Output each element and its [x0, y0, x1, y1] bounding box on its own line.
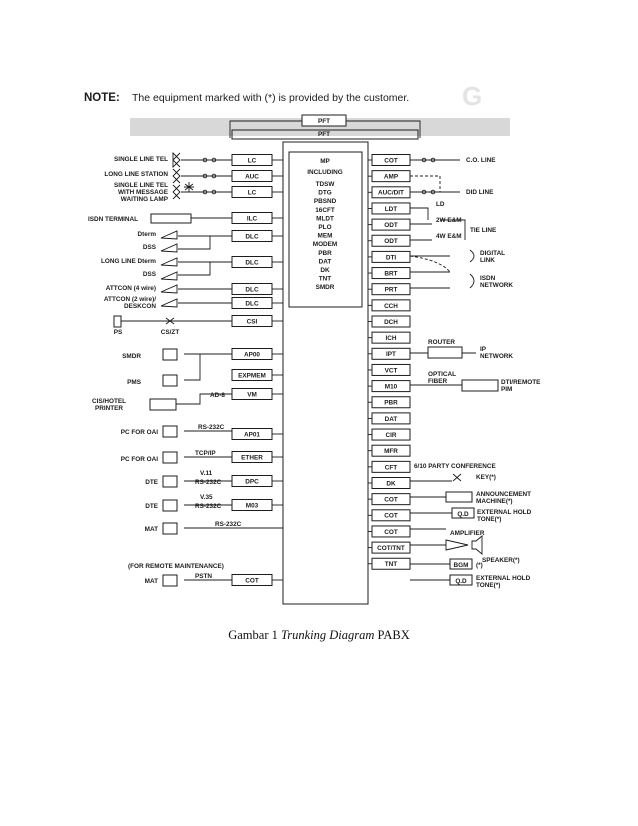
key-switch-icon	[453, 474, 461, 481]
left-card-label: ETHER	[241, 454, 263, 462]
right-card-label: COT	[384, 496, 398, 504]
monitor-icon	[163, 452, 177, 463]
key-label: KEY(*)	[476, 474, 496, 481]
left-card-label: DLC	[245, 300, 259, 308]
digital-link-label-2: LINK	[480, 257, 495, 264]
mp-function-item: PBSND	[313, 198, 337, 206]
right-card-label: CFT	[384, 464, 398, 472]
amplifier-icon	[446, 540, 468, 550]
ext-hold-label-2a: EXTERNAL HOLD	[476, 575, 531, 582]
attcon4-label: ATTCON (4 wire)	[105, 285, 156, 292]
left-card-label: DLC	[245, 259, 259, 267]
caption-suffix: PABX	[374, 628, 410, 642]
bell-icon	[173, 185, 180, 199]
right-card-label: COT	[384, 157, 398, 165]
mat-label-2: MAT	[144, 578, 158, 585]
right-card-label: DTI	[385, 254, 397, 262]
speaker-icon	[472, 536, 482, 554]
left-card-label: CSI	[246, 318, 258, 326]
mp-function-item: PBR	[318, 249, 332, 257]
msg-lamp-label-3: WAITING LAMP	[120, 196, 168, 203]
right-card-label: VCT	[384, 367, 398, 375]
console-icon	[161, 299, 177, 307]
right-card-label: AMP	[383, 173, 399, 181]
left-card-label: DLC	[245, 233, 259, 241]
long-line-station-label: LONG LINE STATION	[104, 171, 168, 178]
smdr-label: SMDR	[122, 353, 141, 360]
right-card-label: PBR	[384, 399, 398, 407]
left-card-label: AP01	[244, 431, 260, 439]
pstn-label: PSTN	[195, 573, 213, 580]
brace-icon	[470, 250, 474, 288]
dti-remote-label-1: DTI/REMOTE	[501, 379, 541, 386]
attcon2-label-1: ATTCON (2 wire)/	[103, 296, 156, 303]
rs232c-label-2: RS-232C	[195, 479, 222, 486]
announcement-label-1: ANNOUNCEMENT	[476, 491, 532, 498]
optical-fiber-label-1: OPTICAL	[428, 371, 457, 378]
figure-caption	[0, 628, 638, 643]
right-card-label: AUC/DIT	[378, 189, 404, 197]
ld-label: LD	[436, 201, 445, 208]
rs232c-label-3: RS-232C	[195, 503, 222, 510]
right-card-label: M10	[384, 383, 398, 391]
right-card-label: COT/TNT	[377, 545, 405, 552]
announcement-box	[446, 492, 472, 502]
right-card-label: LDT	[384, 205, 398, 213]
amplifier-label: AMPLIFIER	[450, 530, 485, 537]
right-card-label: MFR	[384, 448, 398, 456]
pft-label-2: PFT	[317, 131, 331, 138]
right-card-label: DK	[386, 480, 396, 488]
mp-function-item: MEM	[317, 232, 333, 240]
rs232c-label-1: RS-232C	[198, 424, 225, 431]
speaker-label: SPEAKER(*)	[482, 557, 520, 564]
mp-function-item: MODEM	[312, 241, 338, 249]
phone-icon	[161, 272, 177, 280]
ps-label: PS	[113, 329, 123, 336]
dterm-label-1: Dterm	[137, 231, 156, 238]
left-card-label: M03	[245, 502, 259, 510]
dti-remote-label-2: PIM	[501, 386, 513, 393]
mat-label-1: MAT	[144, 526, 158, 533]
rs232c-label-4: RS-232C	[215, 521, 242, 528]
v11-label: V.11	[200, 470, 213, 477]
v35-label: V.35	[200, 494, 213, 501]
cis-label-1: CIS/HOTEL	[91, 398, 127, 405]
digital-link-label-1: DIGITAL	[480, 250, 506, 257]
mp-function-item: 16CFT	[315, 206, 335, 214]
mp-function-item: SMDR	[315, 284, 335, 292]
right-card-label: ODT	[384, 238, 398, 246]
left-card-label: AP00	[244, 351, 260, 359]
bell-icon	[173, 153, 180, 167]
announcement-label-2: MACHINE(*)	[476, 498, 513, 505]
handset-icon	[114, 316, 121, 327]
right-card-column	[368, 155, 410, 570]
mp-label: MP	[320, 158, 330, 165]
left-card-label: ILC	[246, 215, 258, 223]
mp-function-item: MLDT	[316, 215, 334, 223]
qd-label-2: Q.D	[455, 578, 467, 585]
single-line-tel-label: SINGLE LINE TEL	[114, 156, 168, 163]
right-card-label: ICH	[385, 335, 397, 343]
attcon2-label-2: DESKCON	[124, 303, 156, 310]
note-prefix: NOTE:	[84, 92, 120, 104]
monitor-icon	[163, 575, 177, 586]
left-card-label: DLC	[245, 286, 259, 294]
right-card-label: TNT	[384, 561, 398, 569]
msg-lamp-label-2: WITH MESSAGE	[117, 189, 168, 196]
right-card-label: COT	[384, 512, 398, 520]
caption-prefix: Gambar 1	[228, 628, 281, 642]
right-card-label: DCH	[384, 318, 398, 326]
isdn-terminal-icon	[151, 214, 191, 223]
monitor-icon	[163, 500, 177, 511]
remote-maintenance-label: (FOR REMOTE MAINTENANCE)	[128, 563, 224, 570]
monitor-icon	[163, 426, 177, 437]
left-card-label: LC	[247, 157, 257, 165]
long-line-dterm-label: LONG LINE Dterm	[100, 258, 156, 265]
right-card-label: CCH	[384, 302, 398, 310]
ext-hold-label-1b: TONE(*)	[477, 516, 502, 523]
ip-network-label-2: NETWORK	[480, 353, 514, 360]
ext-hold-label-1a: EXTERNAL HOLD	[477, 509, 532, 516]
cis-label-2: PRINTER	[94, 405, 124, 412]
msg-lamp-label-1: SINGLE LINE TEL	[114, 182, 168, 189]
right-card-label: BRT	[384, 270, 398, 278]
isdn-network-label-1: ISDN	[480, 275, 496, 282]
caption-italic: Trunking Diagram	[281, 628, 375, 642]
remote-pim-box	[462, 380, 498, 391]
phone-icon	[161, 231, 177, 239]
pc-oai-label-1: PC FOR OAI	[120, 429, 158, 436]
bgm-label: BGM	[453, 562, 469, 569]
pms-label: PMS	[127, 379, 141, 386]
right-card-label: DAT	[384, 415, 398, 423]
left-card-label: AUC	[245, 173, 259, 181]
mp-function-item: TDSW	[315, 181, 335, 188]
dte-label-2: DTE	[145, 503, 158, 510]
ip-network-label-1: IP	[480, 346, 487, 353]
right-card-label: ODT	[384, 222, 398, 229]
left-card-label: COT	[245, 577, 259, 585]
tcpip-label: TCP/IP	[195, 450, 216, 457]
optical-fiber-label-2: FIBER	[428, 378, 448, 385]
monitor-icon	[163, 476, 177, 487]
lamp-icon	[184, 182, 194, 192]
ad8-label: AD-8	[210, 392, 225, 399]
cszt-label: CS/ZT	[160, 329, 180, 336]
left-card-label: DPC	[245, 478, 259, 486]
mp-function-item: DK	[320, 267, 330, 274]
pft-label-top: PFT	[317, 118, 331, 125]
router-label: ROUTER	[428, 339, 455, 346]
left-card-label: EXPMEM	[238, 372, 266, 380]
party-conference-label: 6/10 PARTY CONFERENCE	[414, 463, 496, 470]
isdn-terminal-label: ISDN TERMINAL	[88, 216, 139, 223]
monitor-icon	[163, 349, 177, 360]
console-icon	[161, 285, 177, 293]
right-card-label: IPT	[386, 351, 396, 359]
dss-label-1: DSS	[142, 244, 156, 251]
e4w-label: 4W E&M	[436, 233, 462, 240]
right-card-label: PRT	[384, 286, 398, 294]
mp-function-item: TNT	[318, 275, 332, 283]
tie-line-label: TIE LINE	[470, 227, 497, 234]
left-card-label: VM	[247, 391, 257, 399]
mp-function-item: DTG	[318, 189, 332, 197]
isdn-network-label-2: NETWORK	[480, 282, 514, 289]
mp-function-item: DAT	[318, 258, 332, 266]
dss-label-2: DSS	[142, 271, 156, 278]
right-card-label: COT	[384, 528, 398, 536]
bgm-star-label: (*)	[476, 562, 483, 569]
including-label: INCLUDING	[307, 169, 343, 176]
faded-watermark-mark: G	[462, 81, 483, 111]
right-card-label: CIR	[385, 431, 397, 439]
phone-icon	[161, 244, 177, 252]
qd-label-1: Q.D	[457, 511, 469, 518]
note-text: The equipment marked with (*) is provided by the customer.	[132, 92, 410, 104]
printer-icon	[150, 399, 176, 410]
bell-icon	[173, 169, 180, 183]
router-box	[428, 347, 462, 358]
monitor-icon	[163, 523, 177, 534]
left-card-label: LC	[247, 189, 257, 197]
did-line-label: DID LINE	[466, 189, 494, 196]
co-line-label: C.O. LINE	[466, 157, 496, 164]
ext-hold-label-2b: TONE(*)	[476, 582, 501, 589]
dte-label-1: DTE	[145, 479, 158, 486]
monitor-icon	[163, 375, 177, 386]
pc-oai-label-2: PC FOR OAI	[120, 456, 158, 463]
mp-function-item: PLO	[318, 224, 332, 231]
e2w-label: 2W E&M	[436, 217, 462, 224]
phone-icon	[161, 258, 177, 266]
